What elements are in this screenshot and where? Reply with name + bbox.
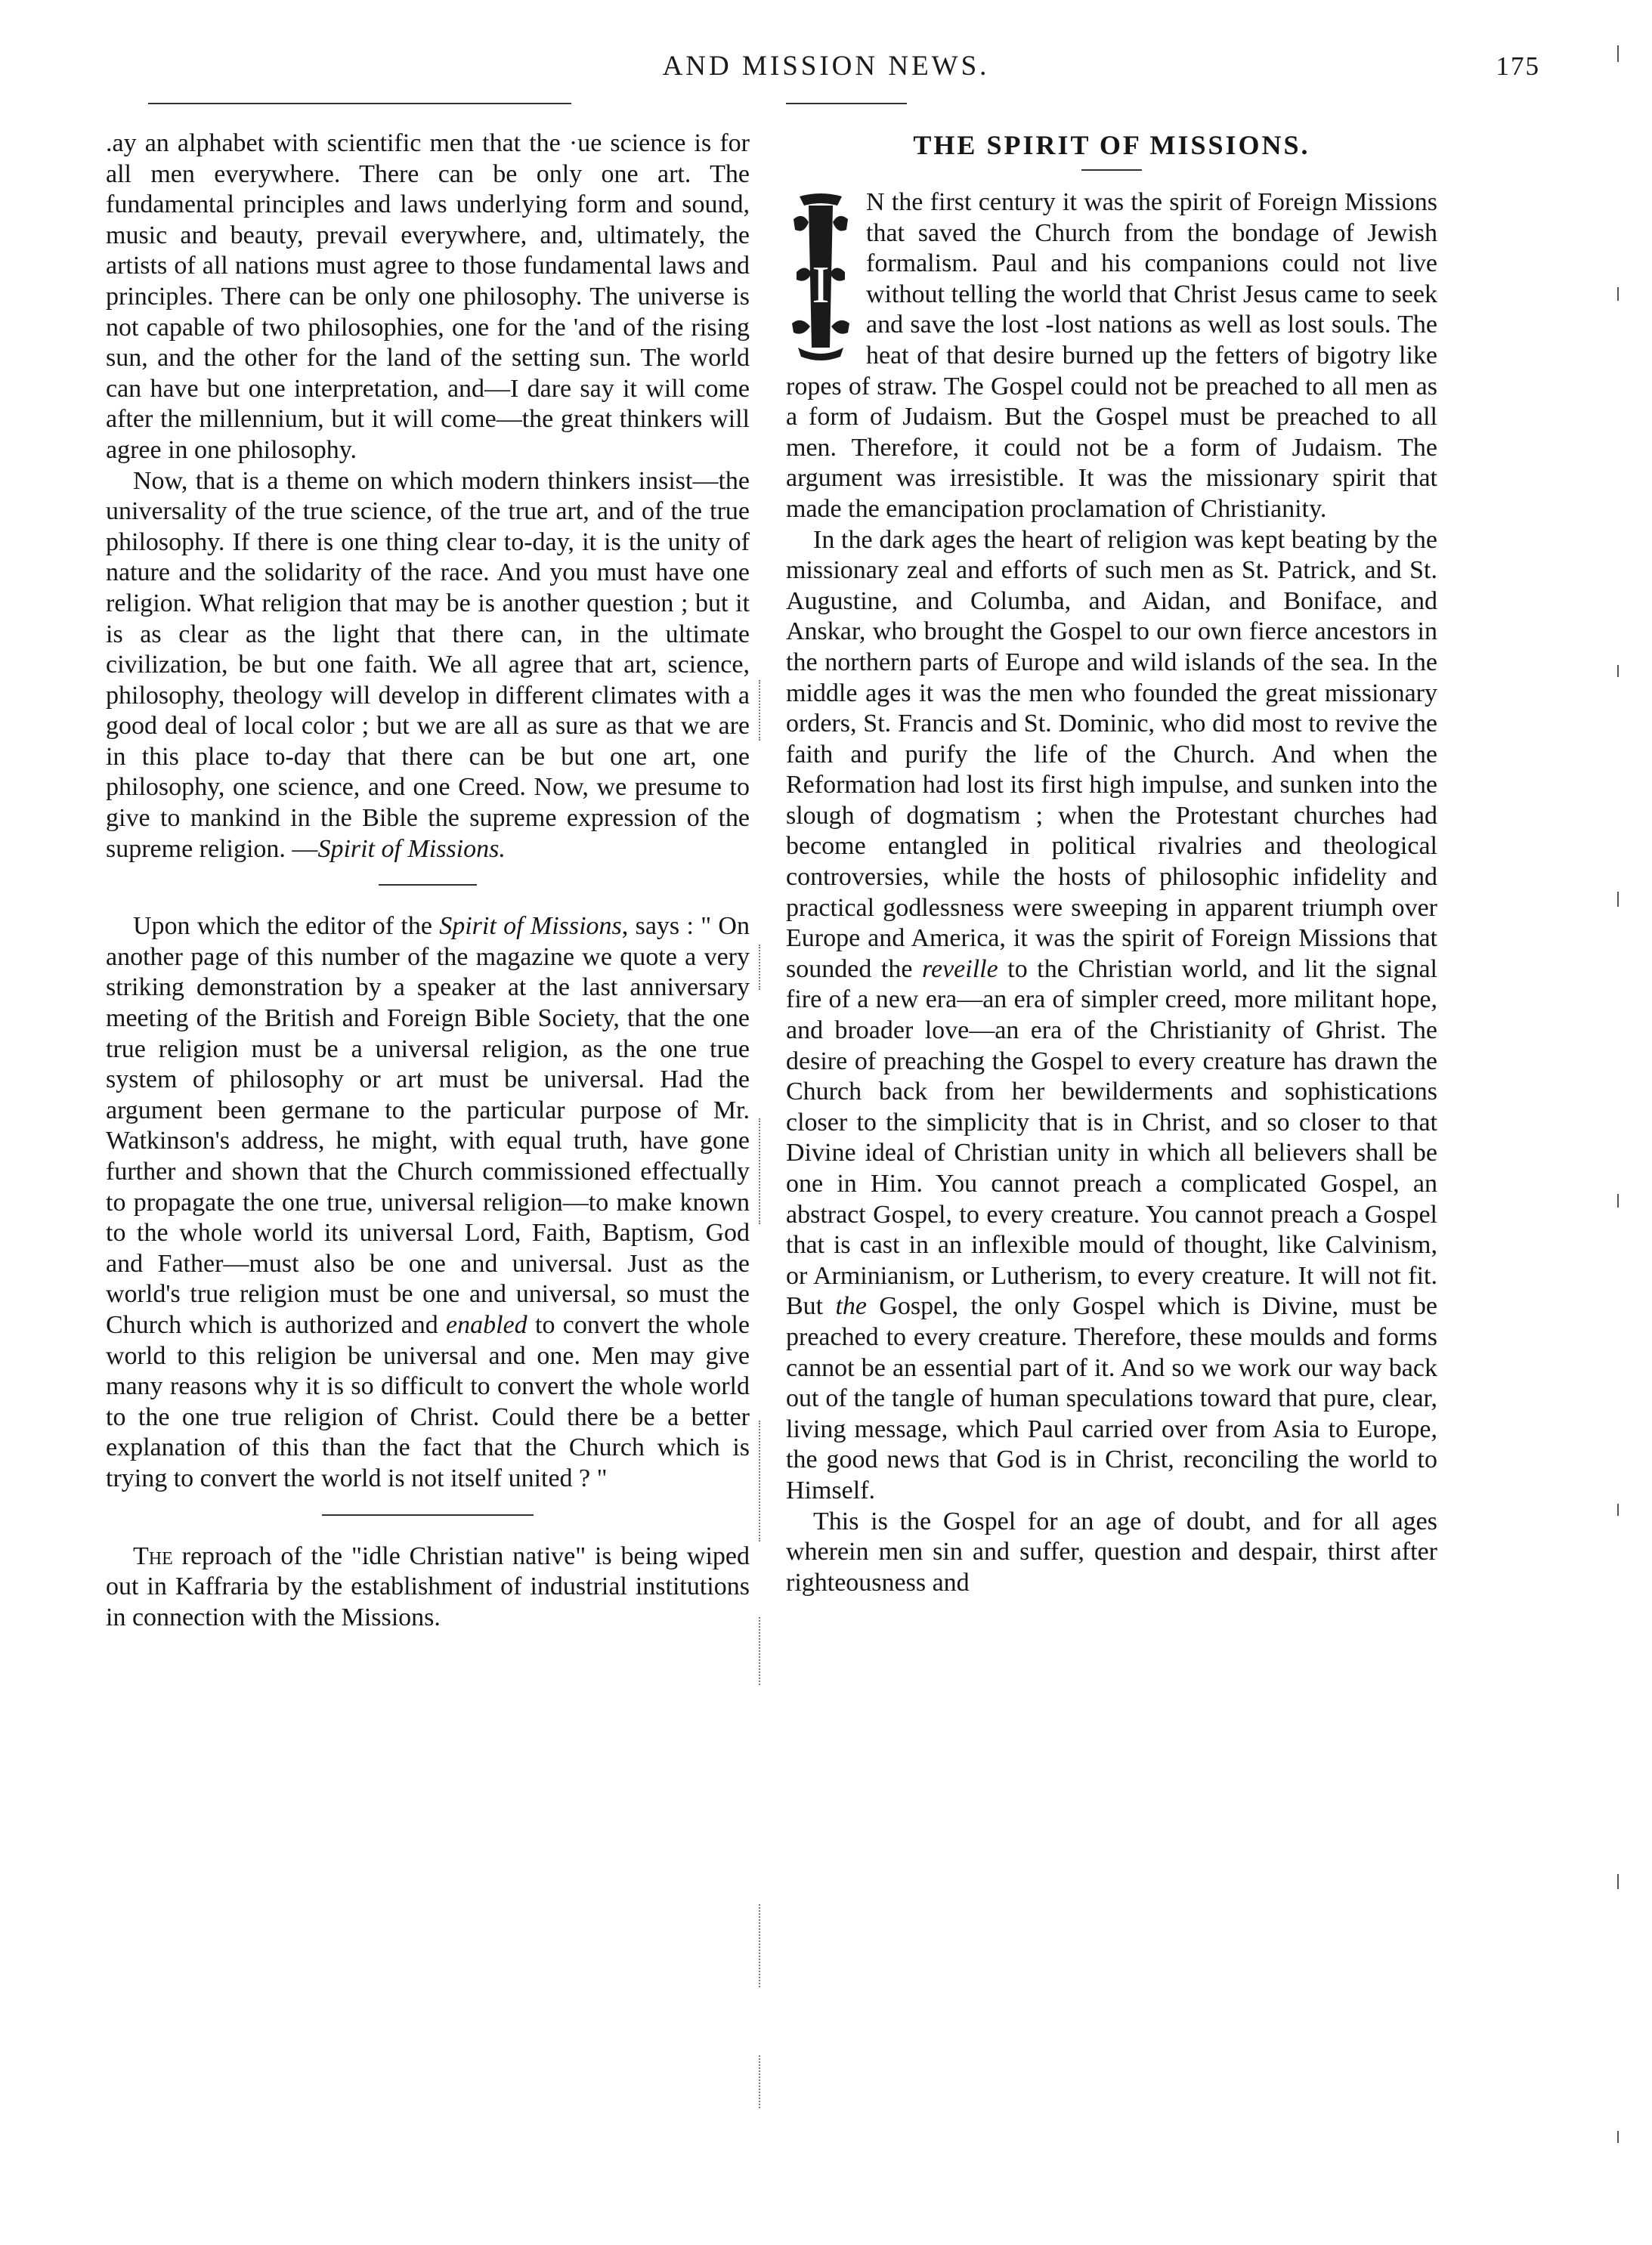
left-paragraph-3	[106, 911, 750, 1494]
edge-speck	[1617, 287, 1619, 301]
gutter-speck	[759, 1617, 760, 1685]
gutter-speck	[759, 2055, 760, 2108]
section-title: THE SPIRIT OF MISSIONS.	[913, 130, 1310, 160]
header-rule-right	[786, 103, 907, 104]
source-citation: Spirit of Missions.	[317, 834, 506, 863]
edge-speck	[1617, 2131, 1619, 2143]
left-paragraph-1: .ay an alphabet with scientific men that the ·ue science is for all men everywhere. There can be only one art. The fundamental principles and laws underlying form and sound, music and beauty, prevail everywhere, and, ultimately, the artists of all nations must agree to those fundamental laws and principles. There can be only one philosophy. The universe is not capable of two philosophies, one for the 'and of the rising sun, and the other for the land of the setting sun. The world can have but one interpretation, and—I dare say it will come after the millennium, but it will come—the great thinkers will agree in one philosophy.	[106, 129, 750, 464]
right-column	[786, 128, 1437, 1598]
left-paragraph-3-text-a: Upon which the editor of the	[133, 912, 440, 941]
header-rule-left	[148, 103, 571, 104]
right-paragraph-1-text: N the first century it was the spirit of Foreign Missions that saved the Church from the bondage of Jewish formalism. Paul and his companions could not live without telling the world that Christ Jesus came to seek and save the lost -lost nations as well as lost souls. The heat of that desire burned up the fetters of bigotry like ropes of straw. The Gospel could not be preached to all men as a form of Judaism. But the Gospel must be preached to all men. Therefore, it could not be a form of Judaism. The argument was irresistible. It was the missionary spirit that made the emancipation proclamation of Christianity.	[786, 188, 1437, 523]
left-paragraph-3-text-b: , says : " On another page of this number of the magazine we quote a very striking demonstration by a speaker at the last anniversary meeting of the British and Foreign Bible Society, that the one true religion must be a universal religion, as the one true system of philosophy or art must be universal. Had the argument been germane to the particular purpose of Mr. Watkinson's address, he might, with equal truth, have gone further and shown that the Church commissioned effectually to propagate the one true, universal religion—to make known to the whole world its universal Lord, Faith, Baptism, God and Father—must also be one and universal. Just as the world's true religion must be one and universal, so must the Church which is authorized and	[106, 912, 750, 1339]
left-paragraph-2-text: Now, that is a theme on which modern thinkers insist—the universality of the true science, of the true art, and of the true philosophy. If there is one thing clear to-day, it is the unity of nature and the solidarity of the race. And you must have one religion. What religion that may be is another question ; but it is as clear as the light that there can, in the ultimate civilization, be but one faith. We all agree that art, science, philosophy, theology will develop in different climates with a good deal of local color ; but we are all as sure as that we are in this place to-day that there can be but one art, one philosophy, one science, and one Creed. Now, we presume to give to mankind in the Bible the supreme expression of the supreme religion. —	[106, 466, 750, 863]
edge-speck	[1617, 892, 1619, 907]
gutter-speck	[759, 1118, 760, 1224]
left-paragraph-4	[106, 1542, 750, 1634]
gutter-speck	[759, 1904, 760, 1987]
right-paragraph-2	[786, 525, 1437, 1507]
left-paragraph-4-text: reproach of the "idle Christian native" is being wiped out in Kaffraria by the establishment of industrial institutions in connection with the Missions.	[106, 1542, 750, 1631]
left-paragraph-2	[106, 466, 750, 865]
edge-speck	[1617, 1504, 1619, 1516]
right-paragraph-2-text-a: In the dark ages the heart of religion was kept beating by the missionary zeal and efforts of such men as St. Patrick, and St. Augustine, and Columba, and Aidan, and Boniface, and Anskar, who brought the Gospel to our own fierce ancestors in the northern parts of Europe and wild islands of the sea. In the middle ages it was the men who founded the great missionary orders, St. Francis and St. Dominic, who did most to revive the faith and purify the life of the Church. And when the Reformation had lost its first high impulse, and sunken into the slough of dogmatism ; when the Protestant churches had become entangled in political rivalries and theological controversies, while the hosts of philosophic infidelity and practical godlessness were sweeping in apparent triumph over Europe and America, it was the spirit of Foreign Missions that sounded the	[786, 525, 1437, 983]
separator-rule-2	[322, 1514, 534, 1516]
left-paragraph-3-text-c: to convert the whole world to this religion be universal and one. Men may give many reasons why it is so difficult to convert the whole world to the one true religion of Christ. Could there be a better explanation of this than the fact that the Church which is trying to convert the world is not itself united ? "	[106, 1310, 750, 1492]
left-column	[106, 128, 750, 1633]
right-paragraph-2-text-b: to the Christian world, and lit the signal fire of a new era—an era of simpler creed, more militant hope, and broader love—an era of the Christianity of Ghrist. The desire of preaching the Gospel to every creature has drawn the Church back from her bewilderments and sophistications closer to the simplicity that is in Christ, and so closer to that Divine ideal of Christian unity in which all believers shall be one in Him. You cannot preach a complicated Gospel, an abstract Gospel, to every creature. You cannot preach a Gospel that is cast in an inflexible mould of thought, like Calvinism, or Arminianism, or Lutherism, to every creature. It will not fit. But	[786, 954, 1438, 1321]
italic-word-enabled: enabled	[446, 1310, 527, 1339]
drop-cap-icon	[786, 189, 855, 364]
page-number: 175	[1496, 51, 1540, 81]
right-paragraph-1	[786, 187, 1437, 525]
gutter-speck	[759, 945, 760, 990]
drop-cap-letter: I	[812, 256, 830, 314]
italic-title: Spirit of Missions	[439, 912, 622, 941]
title-rule	[1081, 169, 1142, 171]
drop-cap-ornament	[786, 189, 855, 364]
gutter-speck	[759, 1421, 760, 1542]
italic-word-reveille: reveille	[922, 954, 998, 983]
italic-word-the: the	[835, 1292, 867, 1321]
right-paragraph-2-text-c: Gospel, the only Gospel which is Divine, must be preached to every creature. Therefore, these moulds and forms cannot be an essential part of it. And so we work our way back out of the tangle of human speculations toward that pure, clear, living message, which Paul carried over from Asia to Europe, the good news that God is in Christ, reconciling the world to Himself.	[786, 1292, 1438, 1504]
small-caps-lead: The	[133, 1542, 173, 1570]
edge-speck	[1617, 1874, 1619, 1889]
edge-speck	[1617, 665, 1619, 677]
edge-speck	[1617, 1194, 1619, 1208]
running-title: AND MISSION NEWS.	[662, 51, 990, 82]
separator-rule	[379, 884, 477, 886]
edge-speck	[1617, 45, 1619, 62]
right-paragraph-3: This is the Gospel for an age of doubt, and for all ages wherein men sin and suffer, question and despair, thirst after righteousness and	[786, 1507, 1437, 1597]
gutter-speck	[759, 680, 760, 741]
